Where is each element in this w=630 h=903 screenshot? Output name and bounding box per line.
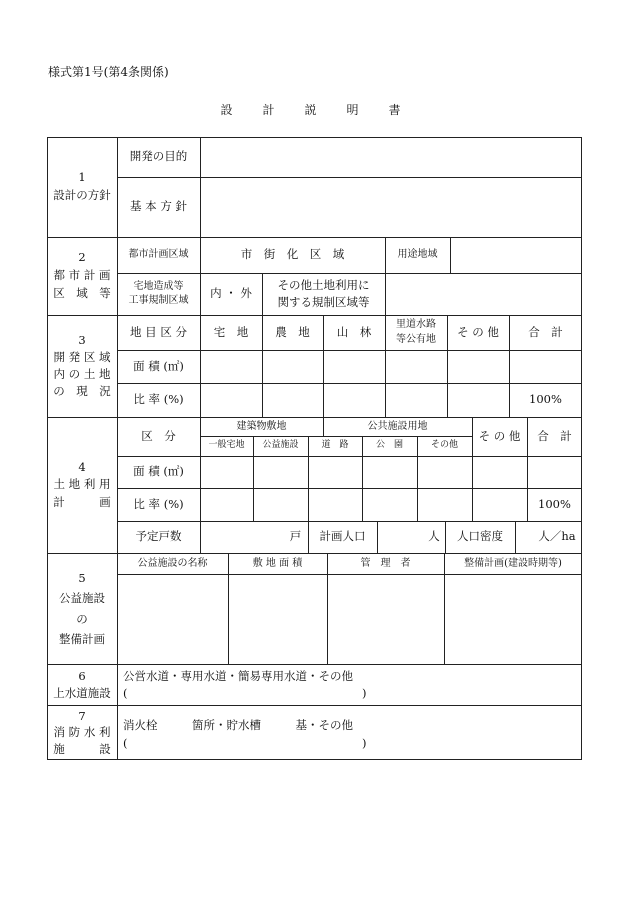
col-line [200,137,201,237]
section-6-label: 6 上水道施設 [53,668,111,700]
section-1-label: 1 設計の方針 [53,170,111,202]
general-residential-header: 一般宅地 [208,440,245,451]
area-label: 面 積 (㎡) [133,464,184,479]
col-farmland: 農 地 [275,324,310,339]
facility-name-header: 公益施設の名称 [137,557,208,569]
fire-close-paren: ) [362,736,367,750]
area-label: 面 積 (㎡) [133,358,184,373]
ratio-total: 100% [529,392,562,407]
households-unit: 戸 [289,529,302,544]
section-divider [47,705,582,706]
zoning-label: 用途地域 [397,249,438,261]
col-forest: 山 林 [336,324,372,339]
water-open-paren: ( [123,686,128,700]
row-line [117,574,582,575]
manager-header: 管 理 者 [360,557,411,569]
city-plan-value: 市 街 化 区 域 [240,247,345,262]
other-header: そ の 他 [478,428,521,443]
col-line [450,237,451,273]
maintenance-plan-header: 整備計画(建設時期等) [464,557,562,569]
ratio-label: 比 率 (%) [133,392,184,407]
inside-outside-label: 内 ・ 外 [210,286,252,301]
site-area-header: 敷 地 面 積 [252,557,303,569]
section-7-label: 7 消 防 水 利 施 設 [53,709,111,756]
col-residential: 宅 地 [213,324,249,339]
form-number: 様式第1号(第4条関係) [48,65,169,79]
purpose-label: 開発の目的 [129,149,188,164]
population-unit: 人 [428,529,440,544]
households-label: 予定戸数 [135,529,182,544]
population-label: 計画人口 [319,529,366,544]
section-2-label: 2 都 市 計 画 区 域 等 [53,250,111,300]
housing-regulation-label: 宅地造成等 工事規制区域 [128,280,189,306]
road-header: 道 路 [321,440,349,451]
density-unit: 人／ha [538,529,576,544]
other-regulation-label: その他土地利用に 関する規制区域等 [277,278,370,309]
ratio-label: 比 率 (%) [133,496,184,511]
section-4-label: 4 土 地 利 用 計 画 [53,460,111,509]
col-line [515,521,516,553]
section-3-label: 3 開 発 区 域 内 の 土 地 の 現 況 [53,332,111,399]
page-title: 設 計 説 明 書 [220,103,410,117]
total-header: 合 計 [537,428,572,443]
city-plan-label: 都市計画区域 [128,249,189,261]
section-5-label: 5 公益施設 の 整備計画 [59,571,105,646]
other-public-header: その他 [430,440,458,451]
density-label: 人口密度 [457,529,503,544]
park-header: 公 園 [375,440,403,451]
building-site-header: 建築物敷地 [236,420,287,432]
public-site-header: 公共施設用地 [367,420,428,432]
col-line [377,521,378,553]
category-label: 区 分 [141,428,176,443]
policy-label: 基 本 方 針 [130,199,187,214]
section-divider [47,664,582,665]
land-category-label: 地 目 区 分 [130,324,187,339]
col-public-land: 里道水路 等公有地 [396,319,436,345]
fire-water-options: 消火栓 箇所・貯水槽 基・その他 [123,718,353,732]
water-supply-options: 公営水道・専用水道・簡易専用水道・その他 [123,669,353,683]
ratio-total: 100% [538,496,571,511]
col-other: そ の 他 [457,324,499,339]
col-total: 合 計 [528,324,563,339]
water-close-paren: ) [362,686,367,700]
fire-open-paren: ( [123,736,128,750]
public-benefit-header: 公益施設 [262,440,299,451]
